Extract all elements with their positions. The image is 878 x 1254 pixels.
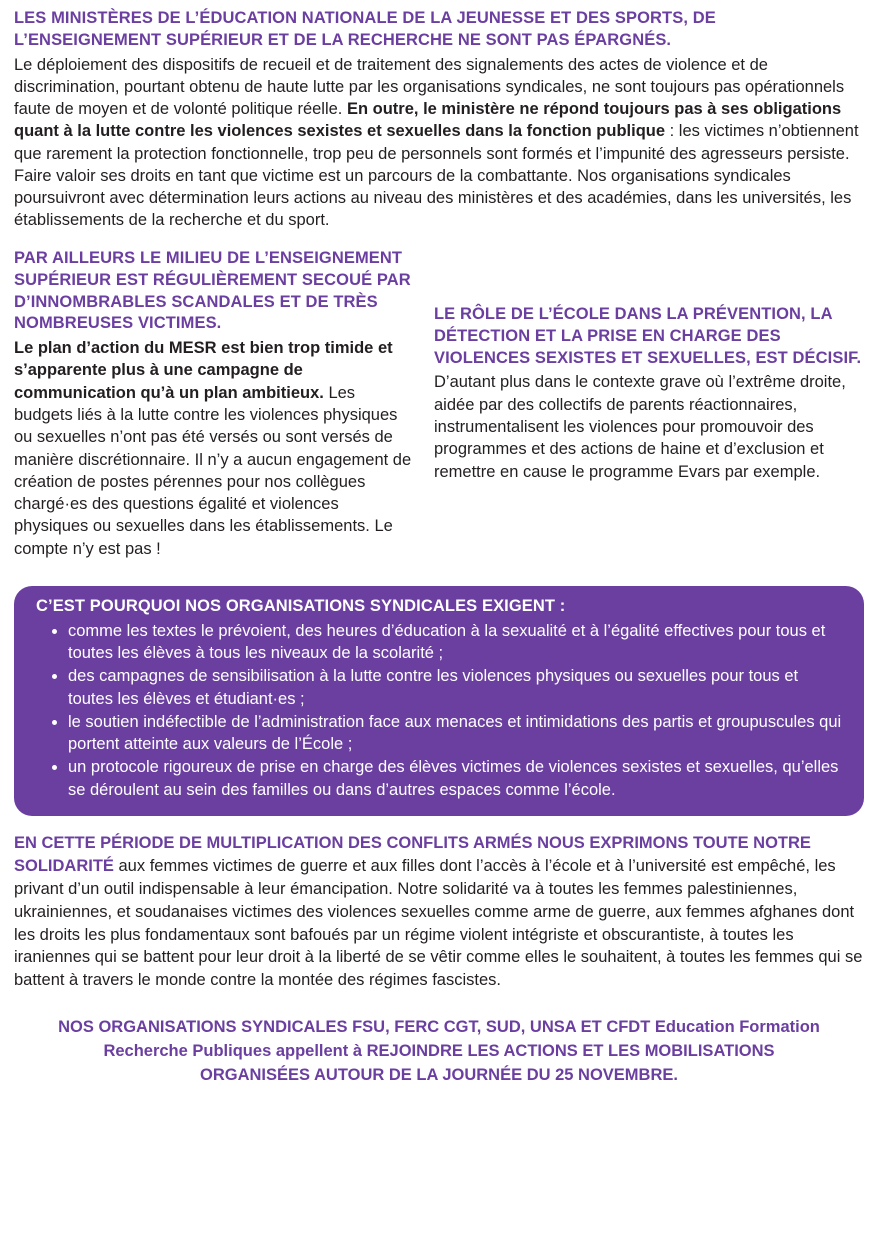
column-role-ecole bbox=[434, 248, 864, 499]
footer-call-to-action: NOS ORGANISATIONS SYNDICALES FSU, FERC CGT, SUD, UNSA ET CFDT Education Formation Recherche Publiques appellent à REJOINDRE LES ACTIONS ET LES MOBILISATIONS ORGANISÉES AUTOUR DE LA JOURNÉE DU 25 NOVEMBRE. bbox=[58, 1018, 820, 1085]
list-item: • un protocole rigoureux de prise en charge des élèves victimes de violences sexistes et sexuelles, qu’elles se déroulent au sein des familles ou dans d’autres espaces comme l’école. bbox=[68, 756, 846, 801]
list-item: • le soutien indéfectible de l’administration face aux menaces et intimidations des partis et groupuscules qui portent atteinte aux valeurs de l’École ; bbox=[68, 711, 846, 756]
column-enseignement-superieur bbox=[14, 248, 412, 576]
section-ministeres-text-part1: Le déploiement des dispositifs de recueil et de traitement des signalements des actes de violence et de discrimination, pourtant obtenu de haute lutte par les organisations syndicales, ne sont toujours pas opérationnels faute de moyen et de volonté politique réelle. bbox=[14, 55, 845, 119]
column-left-heading: PAR AILLEURS LE MILIEU DE L’ENSEIGNEMENT SUPÉRIEUR EST RÉGULIÈREMENT SECOUÉ PAR D’INNOMBRABLES SCANDALES ET DE TRÈS NOMBREUSES VICTIMES. bbox=[14, 249, 411, 333]
section-ministeres-text-bold: En outre, le ministère ne répond toujours pas à ses obligations quant à la lutte contre les violences sexistes et sexuelles dans la fonction publique bbox=[14, 100, 842, 141]
section-ministeres-paragraph bbox=[14, 54, 864, 232]
section-solidarite-paragraph bbox=[14, 832, 864, 991]
column-left-text-bold: Le plan d’action du MESR est bien trop timide et s’apparente plus à une campagne de communication qu’à un plan ambitieux. bbox=[14, 339, 393, 402]
list-item: • des campagnes de sensibilisation à la lutte contre les violences physiques ou sexuelles pour tous et toutes les élèves et étudiant·es ; bbox=[68, 665, 846, 710]
revendications-list bbox=[32, 620, 846, 801]
column-left-text-rest: Les budgets liés à la lutte contre les violences physiques ou sexuelles n’ont pas été versés ou sont versés de manière discrétionnaire. Il n’y a aucun engagement de création de postes pérennes pour nos collègues chargé·es des questions égalité et violences physiques ou sexuelles dans les établissements. Le compte n’y est pas ! bbox=[14, 383, 412, 558]
column-right-paragraph: D’autant plus dans le contexte grave où l’extrême droite, aidée par des collectifs de parents réactionnaires, instrumentalisent les violences pour promouvoir des programmes et des actions de haine et d’exclusion et remettre en cause le programme Evars par exemple. bbox=[434, 373, 846, 481]
section-solidarite-text: aux femmes victimes de guerre et aux filles dont l’accès à l’école et à l’université est empêché, les privant d’un outil indispensable à leur émancipation. Notre solidarité va à toutes les femmes palestiniennes, ukrainiennes, et soudanaises victimes des violences sexuelles comme arme de guerre, aux femmes afghanes dont les droits les plus fondamentaux sont bafoués par un régime violent intégriste et obscurantiste, à toutes les iraniennes qui se battent pour leur droit à la liberté de se vêtir comme elles le souhaitent, à toutes les femmes qui se battent à travers le monde contre la montée des régimes fascistes. bbox=[14, 857, 863, 990]
section-ministeres-heading: LES MINISTÈRES DE L’ÉDUCATION NATIONALE DE LA JEUNESSE ET DES SPORTS, DE L’ENSEIGNEMENT SUPÉRIEUR ET DE LA RECHERCHE NE SONT PAS ÉPARGNÉS. bbox=[14, 9, 716, 49]
column-left-paragraph bbox=[14, 337, 412, 560]
section-solidarite-lead: EN CETTE PÉRIODE DE MULTIPLICATION DES CONFLITS ARMÉS NOUS EXPRIMONS TOUTE NOTRE SOLIDARITÉ bbox=[14, 834, 811, 876]
section-ministeres bbox=[14, 8, 864, 232]
two-column-block bbox=[14, 248, 864, 576]
section-solidarite bbox=[14, 832, 864, 991]
column-right-heading: LE RÔLE DE L’ÉCOLE DANS LA PRÉVENTION, LA DÉTECTION ET LA PRISE EN CHARGE DES VIOLENCES SEXISTES ET SEXUELLES, EST DÉCISIF. bbox=[434, 305, 862, 367]
revendications-callout bbox=[14, 586, 864, 816]
revendications-title: C’EST POURQUOI NOS ORGANISATIONS SYNDICALES EXIGENT : bbox=[36, 597, 566, 616]
section-ministeres-text-part2: : les victimes n’obtiennent que rarement la protection fonctionnelle, trop peu de personnels sont formés et l’impunité des agresseurs persiste. Faire valoir ses droits en tant que victime est un parcours de la combattante. Nos organisations syndicales poursuivront avec détermination leurs actions au niveau des ministères et des académies, dans les universités, les établissements de la recherche et du sport. bbox=[14, 122, 859, 230]
list-item: • comme les textes le prévoient, des heures d’éducation à la sexualité et à l’égalité effectives pour tous et toutes les élèves à tous les niveaux de la scolarité ; bbox=[68, 620, 846, 665]
